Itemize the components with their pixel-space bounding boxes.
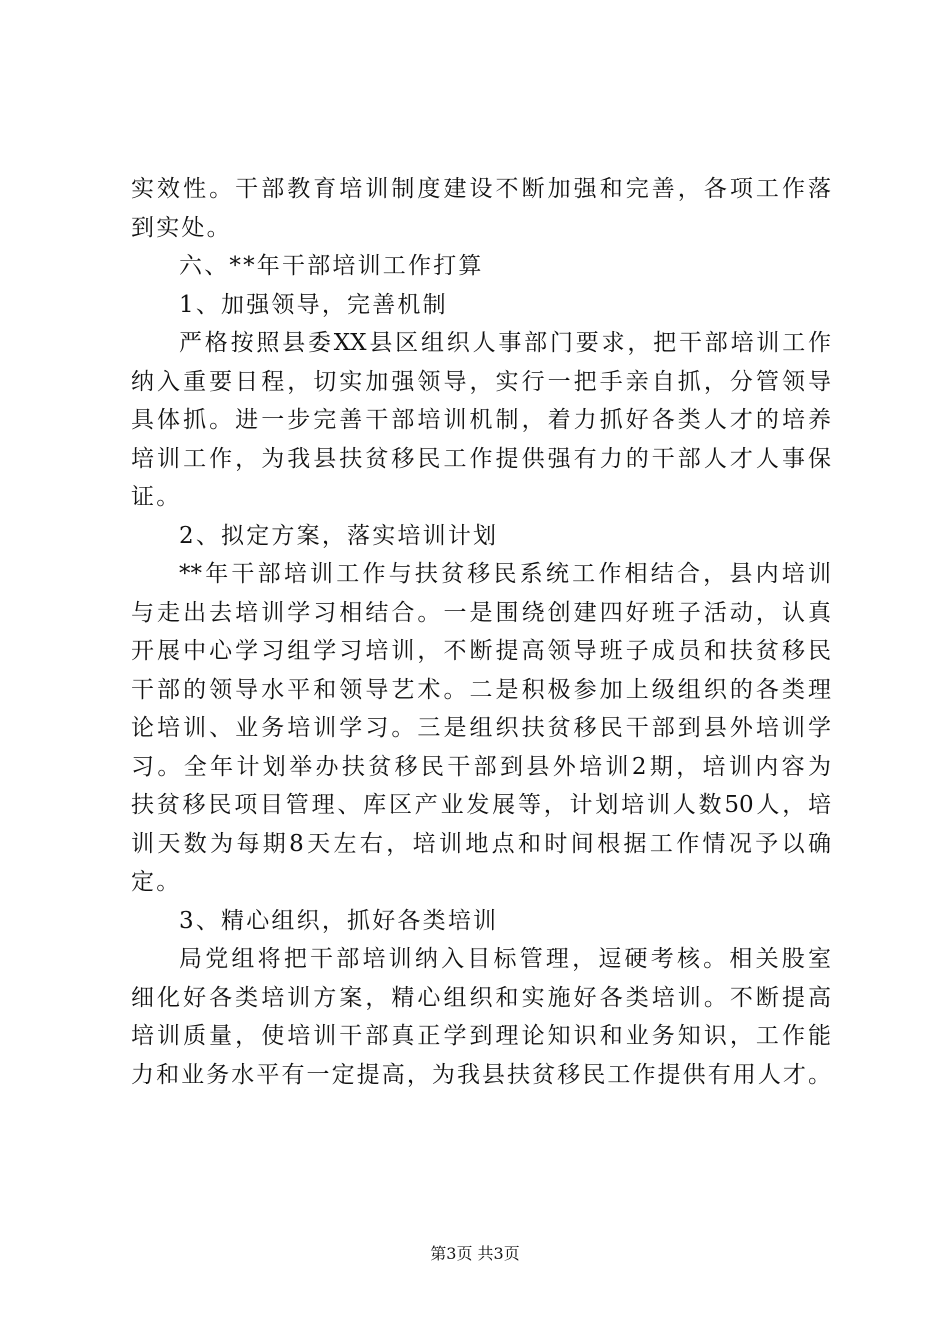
text-line: 严格按照县委XX县区组织人事部门要求，把干部培训工作 — [179, 330, 831, 356]
text-line: 开展中心学习组学习培训，不断提高领导班子成员和扶贫移民 — [131, 638, 831, 664]
text-line: 到实处。 — [131, 214, 232, 241]
text-line: 培训质量，使培训干部真正学到理论知识和业务知识，工作能 — [131, 1023, 831, 1049]
text-line: 定。 — [131, 869, 182, 895]
text-line: 论培训、业务培训学习。三是组织扶贫移民干部到县外培训学 — [131, 715, 831, 741]
text-line: 与走出去培训学习相结合。一是围绕创建四好班子活动，认真 — [131, 599, 831, 626]
text-line: 扶贫移民项目管理、库区产业发展等，计划培训人数50人，培 — [131, 792, 831, 818]
page-footer: 第3页 共3页 — [430, 1244, 520, 1263]
text-line: 训天数为每期8天左右，培训地点和时间根据工作情况予以确 — [131, 830, 831, 857]
text-line: 具体抓。进一步完善干部培训机制，着力抓好各类人才的培养 — [131, 407, 831, 433]
text-line: 六、**年干部培训工作打算 — [179, 253, 484, 279]
text-line: 2、拟定方案，落实培训计划 — [179, 522, 499, 549]
text-line: 力和业务水平有一定提高，为我县扶贫移民工作提供有用人才。 — [131, 1061, 831, 1088]
text-line: 干部的领导水平和领导艺术。二是积极参加上级组织的各类理 — [131, 676, 831, 703]
text-line: 3、精心组织，抓好各类培训 — [179, 907, 499, 934]
text-line: 证。 — [131, 484, 182, 510]
text-line: 纳入重要日程，切实加强领导，实行一把手亲自抓，分管领导 — [131, 368, 831, 395]
text-line: 培训工作，为我县扶贫移民工作提供强有力的干部人才人事保 — [131, 445, 831, 472]
text-line: 习。全年计划举办扶贫移民干部到县外培训2期，培训内容为 — [131, 753, 831, 780]
document-body — [131, 170, 831, 1094]
text-line: **年干部培训工作与扶贫移民系统工作相结合，县内培训 — [179, 561, 831, 587]
text-line: 细化好各类培训方案，精心组织和实施好各类培训。不断提高 — [131, 984, 831, 1011]
text-line: 局党组将把干部培训纳入目标管理，逗硬考核。相关股室 — [179, 946, 831, 972]
text-line: 1、加强领导，完善机制 — [179, 291, 448, 318]
text-line: 实效性。干部教育培训制度建设不断加强和完善，各项工作落 — [131, 176, 831, 202]
